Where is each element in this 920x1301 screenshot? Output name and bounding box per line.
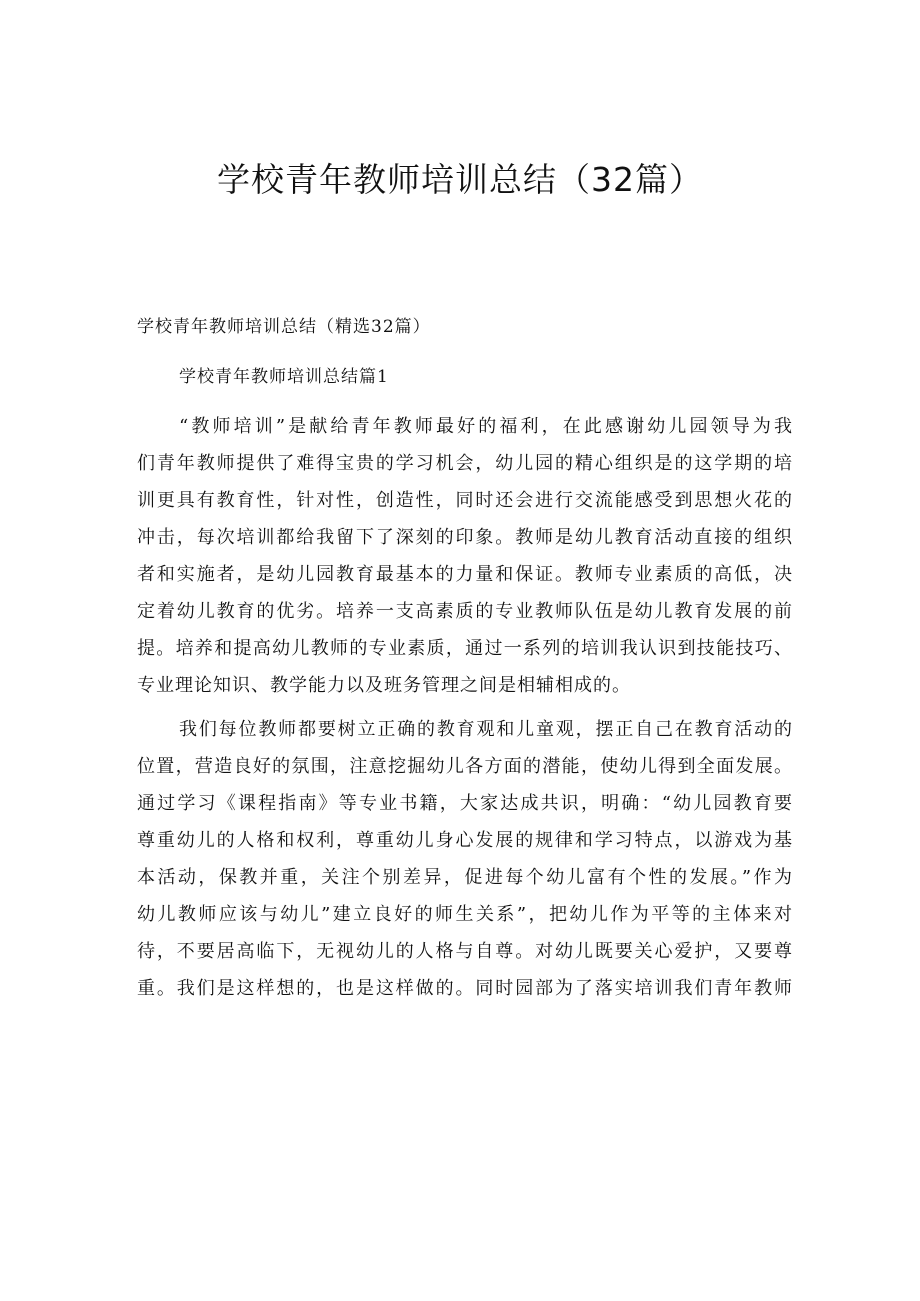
text-line: 者和实施者，是幼儿园教育最基本的力量和保证。教师专业素质的高低，决 — [137, 564, 793, 585]
document-title: 学校青年教师培训总结（32篇） — [217, 160, 703, 199]
text-line: 训更具有教育性，针对性，创造性，同时还会进行交流能感受到思想火花的 — [137, 490, 793, 511]
text-line: 提。培养和提高幼儿教师的专业素质，通过一系列的培训我认识到技能技巧、 — [137, 638, 793, 659]
text-line: 冲击，每次培训都给我留下了深刻的印象。教师是幼儿教育活动直接的组织 — [137, 527, 793, 548]
text-line: 我们每位教师都要树立正确的教育观和儿童观，摆正自己在教育活动的 — [179, 719, 793, 740]
text-line: 重。我们是这样想的，也是这样做的。同时园部为了落实培训我们青年教师 — [137, 978, 793, 999]
text-line: 专业理论知识、教学能力以及班务管理之间是相辅相成的。 — [137, 675, 631, 696]
text-line: 位置，营造良好的氛围，注意挖掘幼儿各方面的潜能，使幼儿得到全面发展。 — [137, 756, 793, 777]
text-line: “教师培训”是献给青年教师最好的福利，在此感谢幼儿园领导为我 — [179, 416, 793, 437]
section-heading: 学校青年教师培训总结篇1 — [179, 367, 389, 387]
text-line: 幼儿教师应该与幼儿”建立良好的师生关系”，把幼儿作为平等的主体来对 — [137, 904, 793, 925]
paragraph — [137, 408, 793, 704]
document-subtitle: 学校青年教师培训总结（精选32篇） — [137, 317, 431, 337]
text-line: 尊重幼儿的人格和权利，尊重幼儿身心发展的规律和学习特点，以游戏为基 — [137, 830, 793, 851]
paragraph — [137, 711, 793, 1007]
text-line: 本活动，保教并重，关注个别差异，促进每个幼儿富有个性的发展。”作为 — [137, 867, 793, 888]
document-body — [137, 408, 793, 1014]
text-line: 们青年教师提供了难得宝贵的学习机会，幼儿园的精心组织是的这学期的培 — [137, 453, 793, 474]
text-line: 待，不要居高临下，无视幼儿的人格与自尊。对幼儿既要关心爱护，又要尊 — [137, 941, 793, 962]
text-line: 定着幼儿教育的优劣。培养一支高素质的专业教师队伍是幼儿教育发展的前 — [137, 601, 793, 622]
text-line: 通过学习《课程指南》等专业书籍，大家达成共识，明确：“幼儿园教育要 — [137, 793, 793, 814]
